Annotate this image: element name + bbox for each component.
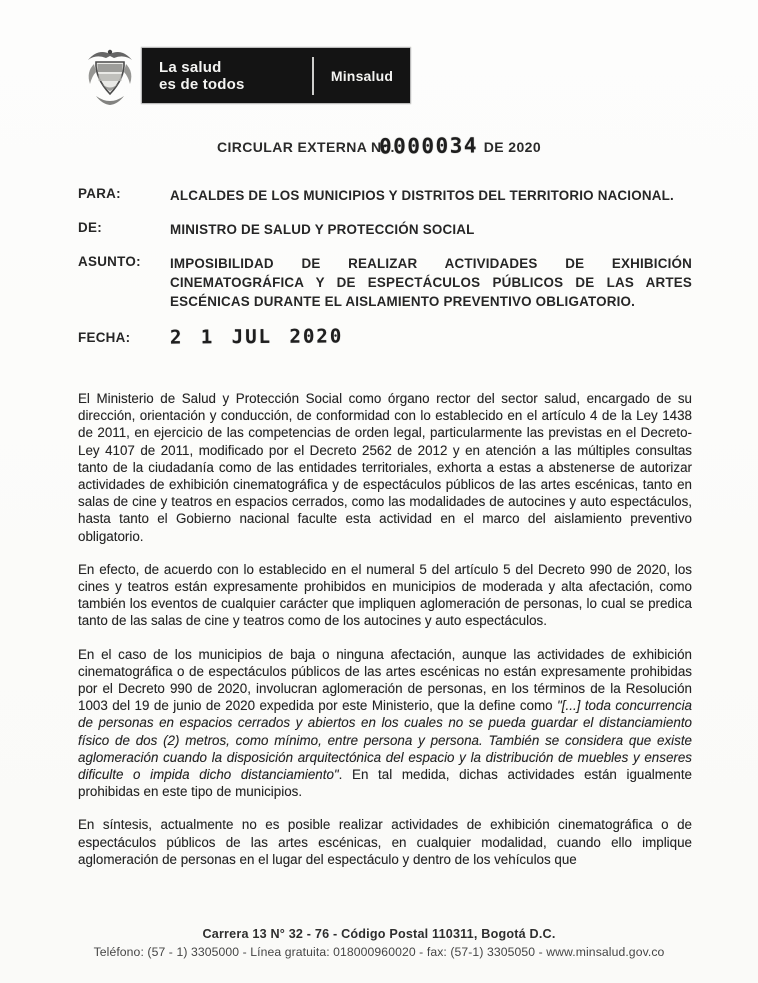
paragraph-3-lead: En el caso de los municipios de baja o ninguna afectación, aunque las actividades de exhibición cinematográfica o de espectáculos públicos de las artes escénicas no están expresamente prohibidas por el Decreto 990 de 2020, involucran aglomeración de personas, en los términos de la Resolución 1003 del 19 de junio de 2020 expedida por este Ministerio, que la define como: [78, 646, 692, 714]
para-value: ALCALDES DE LOS MUNICIPIOS Y DISTRITOS DEL TERRITORIO NACIONAL.: [170, 188, 674, 203]
minsalud-logo-banner: [142, 48, 410, 103]
title-suffix: DE 2020: [483, 139, 542, 155]
document-title: [0, 133, 758, 157]
meta-section: [78, 186, 692, 363]
de-label: DE:: [78, 220, 102, 235]
asunto-label: ASUNTO:: [78, 254, 141, 269]
logo-divider: [312, 57, 314, 95]
circular-number-stamp: 0000034: [378, 133, 478, 159]
meta-row-para: [78, 186, 692, 205]
meta-row-fecha: [78, 326, 692, 348]
colombia-coat-of-arms-icon: [84, 44, 136, 114]
document-footer: [0, 927, 758, 959]
fecha-date-stamp: 2 1 JUL 2020: [169, 325, 344, 349]
de-value: MINISTRO DE SALUD Y PROTECCIÓN SOCIAL: [170, 222, 475, 237]
meta-row-asunto: [78, 254, 692, 311]
para-label: PARA:: [78, 186, 121, 201]
paragraph-2: En efecto, de acuerdo con lo establecido en el numeral 5 del artículo 5 del Decreto 990 de 2020, los cines y teatros están expresamente prohibidos en municipios de moderada y alta afectación, como también los eventos de cualquier carácter que impliquen aglomeración de personas, lo cual se predica tanto de las salas de cine y teatros como de los autocines y auto espectáculos.: [78, 561, 692, 629]
logo-tagline: [142, 59, 312, 93]
paragraph-1: El Ministerio de Salud y Protección Social como órgano rector del sector salud, encargado de su dirección, orientación y conducción, de conformidad con lo establecido en el artículo 4 de la Ley 1438 de 2011, en ejercicio de las competencias de orden legal, particularmente las previstas en el Decreto-Ley 4107 de 2011, modificado por el Decreto 2562 de 2012 y en atención a las múltiples consultas tanto de la ciudadanía como de las entidades territoriales, exhorta a estas a abstenerse de autorizar actividades de exhibición cinematográfica y de espectáculos públicos de las artes escénicas, tanto en salas de cine y teatros en espacios cerrados, como las modalidades de autocines y auto espectáculos, hasta tanto el Gobierno nacional faculte esta actividad en el marco del aislamiento preventivo obligatorio.: [78, 391, 692, 544]
meta-row-de: [78, 220, 692, 239]
paragraph-3-quote: "[...] toda concurrencia de personas en espacios cerrados y abiertos en los cuales no se pueda guardar el distanciamiento físico de dos (2) metros, como mínimo, entre persona y persona. También se considera que existe aglomeración cuando la disposición arquitectónica del espacio y la distribución de muebles y enseres dificulte o impida dicho distanciamiento": [78, 698, 692, 783]
document-header: [84, 44, 410, 114]
logo-brand: Minsalud: [330, 67, 394, 84]
fecha-label: FECHA:: [78, 329, 131, 345]
footer-address: Carrera 13 N° 32 - 76 - Código Postal 110311, Bogotá D.C.: [202, 927, 556, 941]
document-body: [78, 390, 692, 884]
asunto-value: IMPOSIBILIDAD DE REALIZAR ACTIVIDADES DE EXHIBICIÓN CINEMATOGRÁFICA Y DE ESPECTÁCULOS PÚBLICOS DE LAS ARTES ESCÉNICAS DURANTE EL AISLAMIENTO PREVENTIVO OBLIGATORIO.: [170, 256, 692, 309]
paragraph-3-tail: . En tal medida, dichas actividades están igualmente prohibidas en este tipo de municipios.: [78, 767, 693, 800]
title-prefix: CIRCULAR EXTERNA No.: [216, 139, 395, 155]
logo-tagline-line1: La salud: [159, 58, 222, 76]
paragraph-4: En síntesis, actualmente no es posible realizar actividades de exhibición cinematográfica o de espectáculos públicos de las artes escénicas, en cualquier modalidad, cuando ello implique aglomeración de personas en el lugar del espectáculo y dentro de los vehículos que: [78, 817, 692, 867]
footer-contact: Teléfono: (57 - 1) 3305000 - Línea gratuita: 018000960020 - fax: (57-1) 3305050 - www.minsalud.gov.co: [93, 945, 665, 959]
paragraph-3: [78, 646, 692, 801]
logo-tagline-line2: es de todos: [159, 75, 245, 93]
